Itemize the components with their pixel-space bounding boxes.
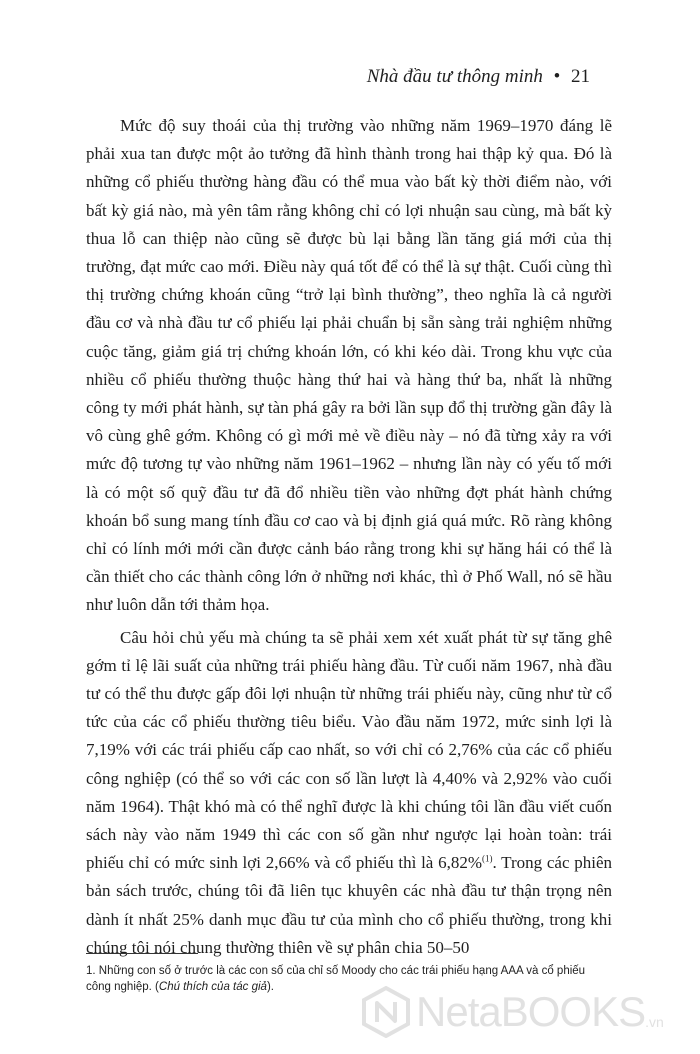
paragraph-2 — [86, 624, 612, 962]
footnote-text: 1. Những con số ở trước là các con số của chỉ số Moody cho các trái phiếu hạng AAA và cổ phiếu công nghiệp. ( — [86, 965, 586, 993]
header-separator: • — [553, 66, 561, 87]
footnote-reference[interactable]: (1) — [482, 853, 493, 864]
footnote-text-after: ). — [266, 981, 274, 993]
body-text — [86, 112, 612, 962]
paragraph-2-text-after: . Trong các phiên bản sách trước, chúng tôi đã liên tục khuyên các nhà đầu tư thận trọng nên dành ít nhất 25% danh mục đầu tư của mình cho cổ phiếu thường, trong khi chúng tôi nói chung thường thiên về sự phân chia 50–50 — [86, 853, 612, 957]
book-title: Nhà đầu tư thông minh — [366, 66, 543, 87]
watermark-suffix: .vn — [645, 1014, 664, 1030]
netabooks-logo-icon — [360, 986, 412, 1038]
footnote-divider — [86, 953, 198, 954]
running-header — [367, 66, 590, 88]
paragraph-1 — [86, 112, 612, 620]
paragraph-2-text: Câu hỏi chủ yếu mà chúng ta sẽ phải xem xét xuất phát từ sự tăng ghê gớm tỉ lệ lãi suất của những trái phiếu hàng đầu. Từ cuối năm 1967, nhà đầu tư có thể thu được gấp đôi lợi nhuận từ những trái phiếu này, cũng như từ cổ tức của các cổ phiếu thường tiêu biểu. Vào đầu năm 1972, mức sinh lợi là 7,19% với các trái phiếu cấp cao nhất, so với chỉ có 2,76% của các cổ phiếu công nghiệp (có thể so với các con số lần lượt là 4,40% và 2,92% vào cuối năm 1964). Thật khó mà có thể nghĩ được là khi chúng tôi lần đầu viết cuốn sách này vào năm 1949 thì các con số gần như ngược lại hoàn toàn: trái phiếu chỉ có mức sinh lợi 2,66% và cổ phiếu thì là 6,82% — [86, 627, 612, 873]
paragraph-1-text: Mức độ suy thoái của thị trường vào những năm 1969–1970 đáng lẽ phải xua tan được một ảo tưởng đã hình thành trong hai thập kỷ qua. Đó là những cổ phiếu thường hàng đầu có thể mua vào bất kỳ thời điểm nào, với bất kỳ giá nào, mà yên tâm rằng không chỉ có lợi nhuận sau cùng, mà bất kỳ thua lỗ can thiệp nào cũng sẽ được bù lại bằng lần tăng giá mới của thị trường, đạt mức cao mới. Điều này quá tốt để có thể là sự thật. Cuối cùng thì thị trường chứng khoán cũng “trở lại bình thường”, theo nghĩa là cả người đầu cơ và nhà đầu tư cổ phiếu lại phải chuẩn bị sẵn sàng trải nghiệm những cuộc tăng, giảm giá trị chứng khoán lớn, có khi kéo dài. Trong khu vực của nhiều cổ phiếu thường thuộc hàng thứ hai và hàng thứ ba, nhất là những công ty mới phát hành, sự tàn phá gây ra bởi lần sụp đổ thị trường gần đây là vô cùng ghê gớm. Không có gì mới mẻ về điều này – nó đã từng xảy ra với mức độ tương tự vào những năm 1961–1962 – nhưng lần này có yếu tố mới là có một số quỹ đầu tư đã đổ nhiều tiền vào những đợt phát hành chứng khoán bổ sung mang tính đầu cơ cao và bị định giá quá mức. Rõ ràng không chỉ có lính mới mới cần được cảnh báo rằng trong khi sự hăng hái có thể là cần thiết cho các thành công lớn ở những nơi khác, thì ở Phố Wall, nó sẽ hầu như luôn dẫn tới thảm họa. — [86, 116, 612, 615]
watermark-brand: NetaBOOKS — [416, 988, 646, 1035]
watermark — [360, 980, 690, 1044]
page-number: 21 — [571, 66, 590, 87]
footnote-author-note: Chú thích của tác giả — [158, 981, 267, 993]
